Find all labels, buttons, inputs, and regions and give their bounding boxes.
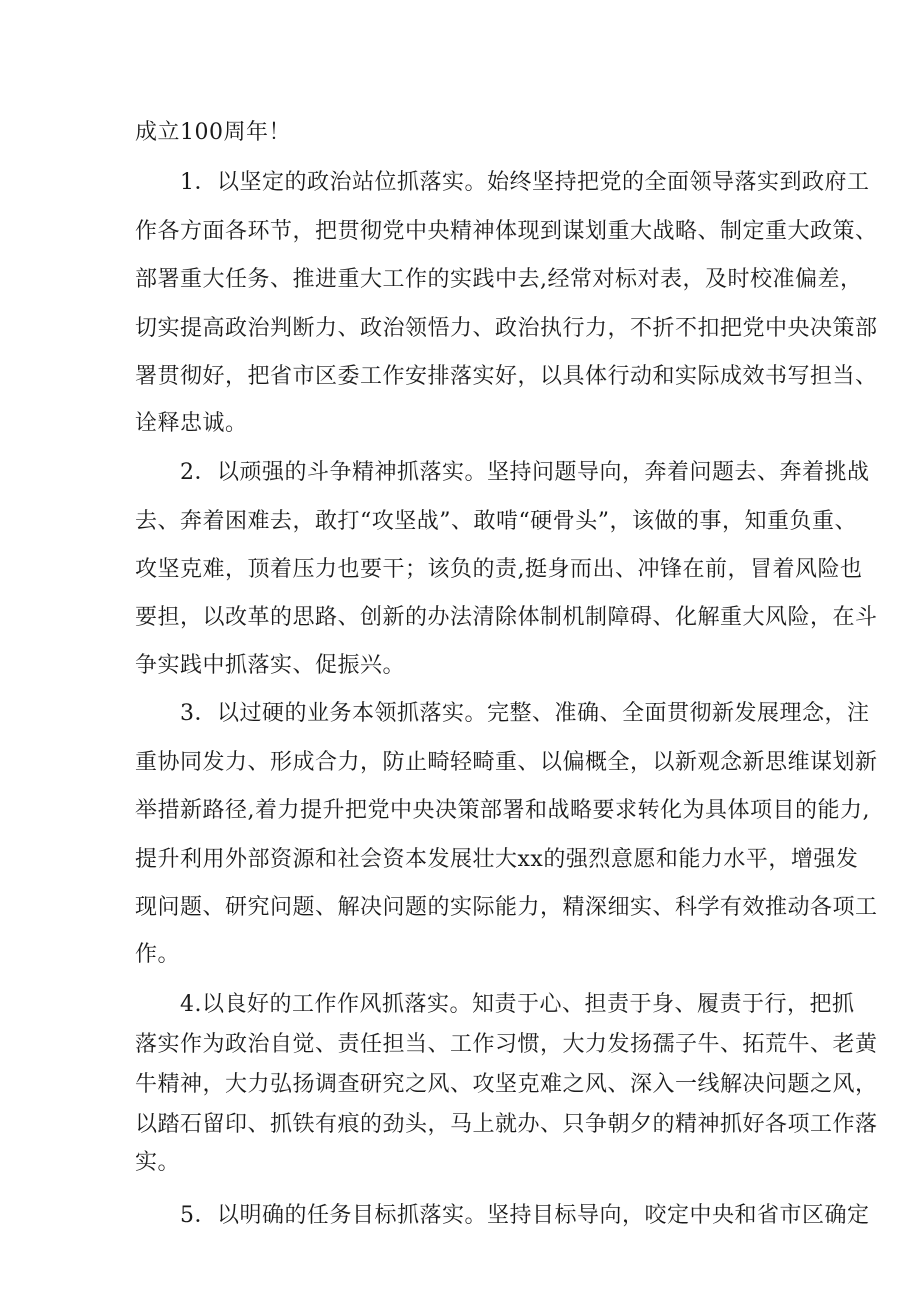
text-line: 部署重大任务、推进重大工作的实践中去,经常对标对表，及时校准偏差， — [135, 267, 863, 292]
paragraph-3-heading-line: 3．以过硬的业务本领抓落实。完整、准确、全面贯彻新发展理念，注 — [180, 701, 870, 726]
text-line: 争实践中抓落实、促振兴。 — [135, 653, 406, 678]
text-line: 作。 — [135, 942, 181, 967]
text-line: 落实作为政治自觉、责任担当、工作习惯，大力发扬孺子牛、拓荒牛、老黄 — [135, 1032, 878, 1057]
text-line: 成立100周年！ — [135, 120, 291, 145]
text-line: 实。 — [135, 1150, 181, 1175]
paragraph-4-heading-line: 4.以良好的工作作风抓落实。知责于心、担责于身、履责于行，把抓 — [180, 992, 855, 1017]
paragraph-1-heading-line: 1．以坚定的政治站位抓落实。始终坚持把党的全面领导落实到政府工 — [180, 170, 870, 195]
text-line: 重协同发力、形成合力，防止畸轻畸重、以偏概全，以新观念新思维谋划新 — [135, 750, 878, 775]
text-line: 提升利用外部资源和社会资本发展壮大xx的强烈意愿和能力水平，增强发 — [135, 847, 859, 872]
text-line: 切实提高政治判断力、政治领悟力、政治执行力，不折不扣把党中央决策部 — [135, 316, 878, 341]
text-line: 作各方面各环节，把贯彻党中央精神体现到谋划重大战略、制定重大政策、 — [135, 219, 878, 244]
text-line: 举措新路径,着力提升把党中央决策部署和战略要求转化为具体项目的能力, — [135, 798, 870, 823]
paragraph-5-heading-line: 5．以明确的任务目标抓落实。坚持目标导向，咬定中央和省市区确定 — [180, 1203, 870, 1228]
text-line: 诠释忠诚。 — [135, 411, 248, 436]
text-line: 以踏石留印、抓铁有痕的劲头，马上就办、只争朝夕的精神抓好各项工作落 — [135, 1112, 878, 1137]
text-line: 攻坚克难，顶着压力也要干；该负的责,挺身而出、冲锋在前，冒着风险也 — [135, 557, 863, 582]
text-line: 牛精神，大力弘扬调查研究之风、攻坚克难之风、深入一线解决问题之风， — [135, 1072, 878, 1097]
text-line: 去、奔着困难去，敢打“攻坚战”、敢啃“硬骨头”，该做的事，知重负重、 — [135, 509, 857, 534]
text-line: 要担，以改革的思路、创新的办法清除体制机制障碍、化解重大风险，在斗 — [135, 605, 878, 630]
text-line: 署贯彻好，把省市区委工作安排落实好，以具体行动和实际成效书写担当、 — [135, 364, 878, 389]
text-line: 现问题、研究问题、解决问题的实际能力，精深细实、科学有效推动各项工 — [135, 895, 878, 920]
paragraph-2-heading-line: 2．以顽强的斗争精神抓落实。坚持问题导向，奔着问题去、奔着挑战 — [180, 460, 870, 485]
